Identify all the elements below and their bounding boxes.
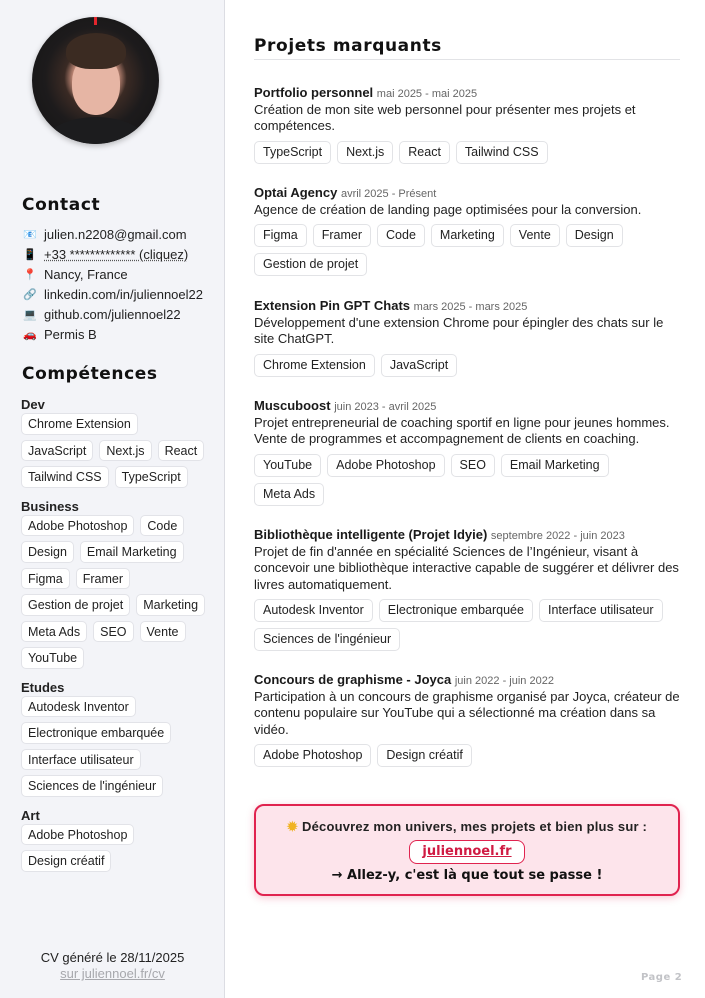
skill-tag: Meta Ads (21, 621, 87, 643)
project-tag: Sciences de l'ingénieur (254, 628, 400, 651)
skills-list (21, 396, 216, 882)
project-date: septembre 2022 - juin 2023 (490, 530, 625, 542)
project-tag: Chrome Extension (254, 354, 375, 377)
contact-location (22, 264, 222, 284)
project-tag: TypeScript (254, 141, 331, 164)
project-tag: Meta Ads (254, 483, 324, 506)
project-tag: JavaScript (381, 354, 457, 377)
project-date: mai 2025 - mai 2025 (376, 88, 478, 100)
project-name: Muscuboost (254, 398, 331, 413)
cta-box (254, 804, 680, 896)
contact-github[interactable] (22, 304, 222, 324)
project-date: juin 2022 - juin 2022 (454, 675, 554, 687)
contact-heading: Contact (22, 195, 101, 215)
project-tag: Next.js (337, 141, 393, 164)
skill-tag: Vente (140, 621, 186, 643)
project-tag: Gestion de projet (254, 253, 367, 276)
contact-license (22, 324, 222, 344)
page-number: Page 2 (641, 972, 683, 983)
skill-tag: Email Marketing (80, 541, 184, 563)
skill-tag: Next.js (99, 440, 151, 462)
contact-linkedin-text[interactable]: linkedin.com/in/juliennoel22 (44, 286, 203, 302)
skill-tag: Gestion de projet (21, 594, 130, 616)
contact-email[interactable] (22, 224, 222, 244)
project-tags (254, 599, 680, 651)
project-description: Projet entrepreneurial de coaching sportif en ligne pour jeunes hommes. Vente de programmes et accompagnement de clients en coaching. (254, 415, 670, 447)
skill-tag: Design créatif (21, 850, 111, 872)
contact-github-text[interactable]: github.com/juliennoel22 (44, 306, 181, 322)
project-tags (254, 744, 680, 767)
project-date: avril 2025 - Présent (340, 188, 437, 200)
skill-group-business: Business (21, 498, 79, 514)
project-tag: Email Marketing (501, 454, 609, 477)
sidebar (0, 0, 225, 998)
project-name: Bibliothèque intelligente (Projet Idyie) (254, 527, 488, 542)
contact-phone[interactable] (22, 244, 222, 264)
skill-tag: React (158, 440, 205, 462)
project-name: Portfolio personnel (254, 85, 374, 100)
skill-tags-business (21, 515, 216, 669)
avatar-hair (66, 33, 126, 69)
sidebar-footer (0, 950, 225, 981)
contact-phone-text[interactable]: +33 ************* (cliquez) (44, 246, 189, 262)
laptop-icon: 💻 (23, 308, 37, 321)
title-divider (254, 59, 680, 60)
generated-date: CV généré le 28/11/2025 (40, 950, 185, 965)
project-name: Extension Pin GPT Chats (254, 298, 411, 313)
avatar (32, 17, 159, 144)
project-tags (254, 454, 680, 506)
project-tag: Interface utilisateur (539, 599, 663, 622)
car-icon: 🚗 (23, 328, 37, 341)
skill-tag: Code (140, 515, 184, 537)
project-name: Concours de graphisme - Joyca (254, 672, 452, 687)
skill-tag: Design (21, 541, 74, 563)
project-description: Agence de création de landing page optimisées pour la conversion. (254, 202, 642, 217)
cta-tagline: → Allez-y, c'est là que tout se passe ! (331, 868, 603, 883)
skill-tag: Electronique embarquée (21, 722, 171, 744)
project-tags (254, 224, 680, 276)
skill-tag: Tailwind CSS (21, 466, 109, 488)
cta-headline-text: Découvrez mon univers, mes projets et bien plus sur : (302, 819, 648, 834)
contact-list (22, 224, 222, 344)
skill-tag: Interface utilisateur (21, 749, 141, 771)
skill-tag: Adobe Photoshop (21, 515, 134, 537)
project-name: Optai Agency (254, 185, 338, 200)
website-link[interactable]: juliennoel.fr (409, 840, 524, 864)
project-description: Projet de fin d'année en spécialité Sciences de l’Ingénieur, visant à concevoir une bibliothèque interactive capable de suggérer et délivrer des livres automatiquement. (254, 544, 679, 592)
skill-tag: Sciences de l'ingénieur (21, 775, 163, 797)
page-title: Projets marquants (254, 36, 442, 56)
phone-icon: 📱 (23, 248, 37, 261)
skill-tag: SEO (93, 621, 133, 643)
project-tag: Design créatif (377, 744, 471, 767)
project-item (254, 298, 680, 377)
project-tag: React (399, 141, 450, 164)
cv-link[interactable]: sur juliennoel.fr/cv (60, 966, 165, 981)
project-tag: Figma (254, 224, 307, 247)
skill-tag: Marketing (136, 594, 205, 616)
avatar-hoodie (42, 117, 150, 144)
project-tags (254, 141, 680, 164)
skill-tags-dev (21, 413, 216, 488)
project-date: juin 2023 - avril 2025 (334, 401, 437, 413)
project-tag: Framer (313, 224, 371, 247)
skill-tag: Chrome Extension (21, 413, 138, 435)
skill-group-etudes: Etudes (21, 679, 65, 695)
project-tag: Electronique embarquée (379, 599, 533, 622)
project-description: Participation à un concours de graphisme organisé par Joyca, créateur de contenu populaire sur YouTube qui a sélectionné ma création dans sa vidéo. (254, 689, 680, 737)
skill-group-dev: Dev (21, 397, 45, 412)
skills-heading: Compétences (22, 364, 158, 384)
project-tag: Code (377, 224, 425, 247)
contact-linkedin[interactable] (22, 284, 222, 304)
pin-icon: 📍 (23, 268, 37, 281)
envelope-icon: 📧 (23, 228, 37, 241)
sparkle-icon: ✹ (286, 819, 298, 834)
project-tag: Adobe Photoshop (327, 454, 444, 477)
skill-tags-etudes (21, 696, 216, 797)
project-item (254, 527, 680, 651)
skill-tag: Autodesk Inventor (21, 696, 136, 718)
skill-tag: JavaScript (21, 440, 93, 462)
contact-location-text: Nancy, France (44, 266, 128, 282)
skill-tag: TypeScript (115, 466, 188, 488)
skill-tag: Adobe Photoshop (21, 824, 134, 846)
project-item (254, 185, 680, 276)
contact-email-text[interactable]: julien.n2208@gmail.com (44, 226, 187, 242)
project-tag: Adobe Photoshop (254, 744, 371, 767)
project-tag: Tailwind CSS (456, 141, 548, 164)
skill-tag: Figma (21, 568, 70, 590)
project-description: Développement d'une extension Chrome pour épingler des chats sur le site ChatGPT. (254, 315, 664, 347)
project-date: mars 2025 - mars 2025 (413, 301, 528, 313)
project-description: Création de mon site web personnel pour présenter mes projets et compétences. (254, 102, 636, 134)
avatar-led (94, 17, 97, 25)
skill-tags-art (21, 824, 216, 872)
project-tags (254, 354, 680, 377)
skill-tag: YouTube (21, 647, 84, 669)
contact-license-text: Permis B (44, 326, 97, 342)
cta-headline (256, 819, 678, 835)
project-tag: Vente (510, 224, 560, 247)
link-icon: 🔗 (23, 288, 37, 301)
project-item (254, 398, 680, 506)
project-tag: YouTube (254, 454, 321, 477)
skill-group-art: Art (21, 807, 40, 823)
project-tag: Marketing (431, 224, 504, 247)
project-tag: SEO (451, 454, 495, 477)
project-item (254, 672, 680, 767)
project-item (254, 85, 680, 164)
project-tag: Autodesk Inventor (254, 599, 373, 622)
skill-tag: Framer (76, 568, 130, 590)
project-tag: Design (566, 224, 623, 247)
